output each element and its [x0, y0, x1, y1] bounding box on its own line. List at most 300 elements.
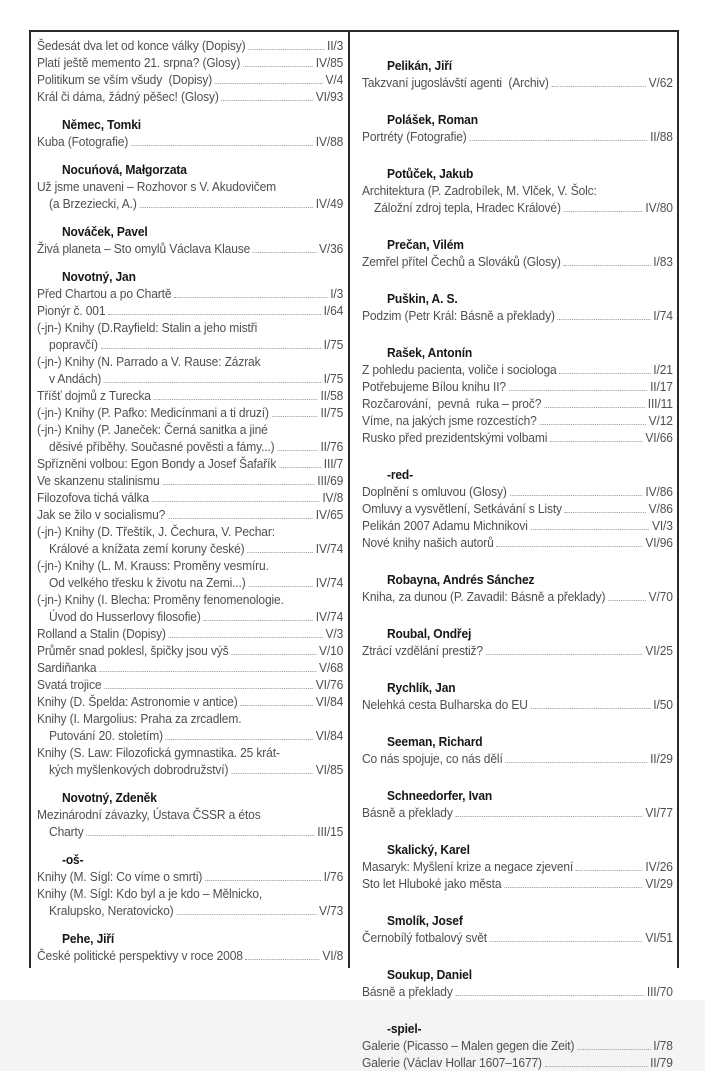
author-heading: Roubal, Ondřej [386, 626, 472, 641]
entry-line-with-ref [37, 489, 343, 506]
author-heading: Novotný, Zdeněk [61, 790, 157, 805]
issue-page-ref: II/75 [320, 405, 344, 420]
issue-page-ref: I/75 [323, 337, 344, 352]
entry-title: Živá planeta – Sto omylů Václava Klause [37, 241, 251, 256]
index-section [362, 111, 673, 145]
issue-page-ref: III/69 [317, 473, 344, 488]
entry-title: Omluvy a vysvětlení, Setkávání s Listy [362, 501, 562, 516]
dot-leader [608, 600, 646, 601]
index-entry [362, 395, 673, 412]
issue-page-ref: II/3 [327, 38, 344, 53]
entry-line-with-ref [362, 1054, 673, 1071]
author-heading: Pehe, Jiří [61, 931, 115, 946]
issue-page-ref: I/83 [653, 254, 673, 269]
entry-title: Nové knihy našich autorů [362, 535, 494, 550]
index-section [37, 930, 343, 964]
index-entry [37, 693, 343, 710]
entry-title: Platí ještě memento 21. srpna? (Glosy) [37, 55, 241, 70]
issue-page-ref: VI/51 [645, 930, 673, 945]
issue-page-ref: VI/93 [315, 89, 344, 104]
author-heading: Robayna, Andrés Sánchez [386, 572, 535, 587]
author-heading: Smolík, Josef [386, 913, 463, 928]
dot-leader [565, 512, 646, 513]
index-entry [362, 483, 673, 500]
author-heading: Nováček, Pavel [61, 224, 148, 239]
issue-page-ref: V/36 [318, 241, 344, 256]
entry-line-with-ref [37, 574, 343, 591]
entry-title: Básně a překlady [362, 805, 453, 820]
dot-leader [205, 880, 321, 881]
dot-leader [162, 484, 314, 485]
dot-leader [563, 265, 650, 266]
index-entry [37, 421, 343, 455]
entry-title: Víme, na jakých jsme rozcestích? [362, 413, 537, 428]
entry-line-with-ref [37, 727, 343, 744]
issue-page-ref: IV/86 [645, 484, 673, 499]
index-section [362, 57, 673, 91]
entry-title-line: (-jn-) Knihy (D.Rayfield: Stalin a jeho mistři [37, 320, 258, 335]
index-entry [37, 744, 343, 778]
issue-page-ref: I/74 [653, 308, 673, 323]
dot-leader [253, 252, 316, 253]
index-entry [37, 659, 343, 676]
issue-page-ref: IV/26 [645, 859, 673, 874]
index-entry [362, 500, 673, 517]
dot-leader [246, 959, 320, 960]
entry-line-with-ref [362, 929, 673, 946]
issue-page-ref: VI/66 [645, 430, 673, 445]
author-heading: -red- [386, 467, 414, 482]
author-heading: Potůček, Jakub [386, 166, 474, 181]
index-entry [37, 523, 343, 557]
dot-leader [152, 501, 320, 502]
dot-leader [279, 467, 321, 468]
entry-line-with-ref [362, 858, 673, 875]
issue-page-ref: IV/80 [645, 200, 673, 215]
entry-line-with-ref [37, 195, 343, 212]
entry-title: Galerie (Václav Hollar 1607–1677) [362, 1055, 542, 1070]
issue-page-ref: IV/74 [315, 541, 344, 556]
entry-line-with-ref [362, 517, 673, 534]
entry-title: Sto let Hluboké jako města [362, 876, 502, 891]
dot-leader [140, 207, 313, 208]
entry-line-with-ref [362, 412, 673, 429]
index-section [37, 116, 343, 150]
index-entry [362, 858, 673, 875]
issue-page-ref: IV/74 [315, 575, 344, 590]
column-divider-rule [348, 30, 350, 968]
author-heading: Novotný, Jan [61, 269, 136, 284]
index-section [362, 625, 673, 659]
issue-page-ref: V/86 [648, 501, 673, 516]
issue-page-ref: III/70 [646, 984, 673, 999]
entry-line-with-ref [37, 540, 343, 557]
index-entry [37, 387, 343, 404]
entry-line-with-ref [37, 285, 343, 302]
issue-page-ref: V/70 [648, 589, 673, 604]
issue-page-ref: I/3 [330, 286, 344, 301]
entry-title-line: Už jsme unaveni – Rozhovor s V. Akudovičem [37, 179, 277, 194]
left-column-rule [29, 30, 31, 968]
entry-line-with-ref [37, 240, 343, 257]
index-entry [362, 429, 673, 446]
entry-title: Tříšť dojmů z Turecka [37, 388, 151, 403]
dot-leader [469, 140, 647, 141]
entry-line-with-ref [37, 642, 343, 659]
author-heading: Rychlík, Jan [386, 680, 456, 695]
entry-line-with-ref [362, 199, 673, 216]
index-section [37, 37, 343, 105]
issue-page-ref: V/62 [648, 75, 673, 90]
entry-line-with-ref [37, 676, 343, 693]
index-section [362, 787, 673, 821]
entry-line-with-ref [37, 387, 343, 404]
entry-line-with-ref [362, 750, 673, 767]
entry-title: Knihy (M. Sígl: Co víme o smrti) [37, 869, 203, 884]
issue-page-ref: I/50 [653, 697, 673, 712]
entry-title: Rusko před prezidentskými volbami [362, 430, 548, 445]
index-entry [362, 412, 673, 429]
index-section [362, 344, 673, 446]
index-section [362, 290, 673, 324]
index-entry [362, 642, 673, 659]
index-entry [37, 353, 343, 387]
index-entry [362, 929, 673, 946]
entry-title: Průměr snad poklesl, špičky jsou výš [37, 643, 229, 658]
entry-line-with-ref [362, 361, 673, 378]
index-entry [37, 37, 343, 54]
entry-line-with-ref [37, 625, 343, 642]
index-entry [37, 88, 343, 105]
index-section [362, 571, 673, 605]
entry-title: Filozofova tichá válka [37, 490, 149, 505]
entry-title: Před Chartou a po Chartě [37, 286, 172, 301]
issue-page-ref: III/15 [317, 824, 344, 839]
index-entry [362, 750, 673, 767]
entry-line-with-ref [362, 253, 673, 270]
issue-page-ref: VI/77 [645, 805, 673, 820]
author-heading: Skalický, Karel [386, 842, 470, 857]
dot-leader [544, 407, 645, 408]
index-entry [37, 868, 343, 885]
entry-title: Šedesát dva let od konce války (Dopisy) [37, 38, 246, 53]
index-entry [37, 557, 343, 591]
dot-leader [215, 83, 323, 84]
dot-leader [558, 319, 651, 320]
entry-line-with-ref [37, 823, 343, 840]
entry-title: Spřízněni volbou: Egon Bondy a Josef Šafařík [37, 456, 277, 471]
entry-title-line: Architektura (P. Zadrobílek, M. Vlček, V. Šolc: [362, 183, 597, 198]
index-entry [37, 676, 343, 693]
right-column-rule [677, 30, 679, 968]
index-entry [37, 133, 343, 150]
entry-title: Doplnění s omluvou (Glosy) [362, 484, 507, 499]
index-entry [37, 885, 343, 919]
author-heading: Pelikán, Jiří [386, 58, 453, 73]
entry-title: Kniha, za dunou (P. Zavadil: Básně a překlady) [362, 589, 606, 604]
dot-leader [243, 66, 313, 67]
entry-title: Jak se žilo v socialismu? [37, 507, 166, 522]
index-entry [362, 588, 673, 605]
issue-page-ref: V/3 [325, 626, 344, 641]
issue-page-ref: VI/84 [315, 728, 344, 743]
author-heading: -oš- [61, 852, 84, 867]
issue-page-ref: I/21 [653, 362, 673, 377]
entry-title-line: (-jn-) Knihy (P. Janeček: Černá sanitka a jiné [37, 422, 268, 437]
index-entry [37, 240, 343, 257]
entry-line-with-ref [362, 696, 673, 713]
entry-line-with-ref [37, 336, 343, 353]
entry-line-with-ref [37, 506, 343, 523]
issue-page-ref: II/79 [650, 1055, 673, 1070]
entry-title: Co nás spojuje, co nás dělí [362, 751, 503, 766]
index-section [362, 1020, 673, 1071]
dot-leader [248, 49, 324, 50]
index-entry [362, 307, 673, 324]
index-entry [37, 54, 343, 71]
author-heading: Schneedorfer, Ivan [386, 788, 493, 803]
entry-line-with-ref [37, 868, 343, 885]
dot-leader [248, 586, 313, 587]
entry-line-with-ref [362, 534, 673, 551]
entry-title: děsivé příběhy. Současné pověsti a fámy...) [49, 439, 275, 454]
dot-leader [496, 546, 642, 547]
entry-title: Rolland a Stalin (Dopisy) [37, 626, 166, 641]
dot-leader [510, 495, 643, 496]
index-entry [37, 489, 343, 506]
index-section [362, 466, 673, 551]
dot-leader [277, 450, 317, 451]
entry-line-with-ref [37, 370, 343, 387]
entry-title: Nelehká cesta Bulharska do EU [362, 697, 528, 712]
entry-line-with-ref [37, 404, 343, 421]
entry-title: Potřebujeme Bílou knihu II? [362, 379, 506, 394]
issue-page-ref: VI/85 [315, 762, 344, 777]
entry-title: Ztrácí vzdělání prestiž? [362, 643, 483, 658]
entry-line-with-ref [362, 588, 673, 605]
entry-title: Pionýr č. 001 [37, 303, 106, 318]
index-entry [362, 983, 673, 1000]
index-entry [37, 625, 343, 642]
index-entry [37, 71, 343, 88]
dot-leader [240, 705, 313, 706]
dot-leader [104, 382, 321, 383]
issue-page-ref: V/10 [318, 643, 344, 658]
issue-page-ref: IV/65 [315, 507, 344, 522]
entry-line-with-ref [37, 947, 343, 964]
dot-leader [577, 1049, 650, 1050]
dot-leader [509, 390, 648, 391]
index-section [37, 851, 343, 919]
entry-line-with-ref [362, 483, 673, 500]
entry-title: Ve skanzenu stalinismu [37, 473, 160, 488]
author-heading: Seeman, Richard [386, 734, 483, 749]
entry-line-with-ref [37, 133, 343, 150]
entry-title-line: (-jn-) Knihy (N. Parrado a V. Rause: Zázrak [37, 354, 261, 369]
entry-title-line: (-jn-) Knihy (D. Třeštík, J. Čechura, V. Pechar: [37, 524, 275, 539]
entry-title: Básně a překlady [362, 984, 453, 999]
dot-leader [168, 518, 313, 519]
entry-line-with-ref [37, 608, 343, 625]
entry-title: Záložní zdroj tepla, Hradec Králové) [374, 200, 561, 215]
entry-line-with-ref [37, 472, 343, 489]
author-heading: Puškin, A. S. [386, 291, 458, 306]
entry-title: Král či dáma, žádný pěšec! (Glosy) [37, 89, 219, 104]
index-entry [362, 182, 673, 216]
issue-page-ref: V/12 [648, 413, 673, 428]
entry-line-with-ref [362, 983, 673, 1000]
entry-line-with-ref [362, 395, 673, 412]
entry-title: Portréty (Fotografie) [362, 129, 467, 144]
entry-title: Svatá trojice [37, 677, 102, 692]
index-entry [362, 534, 673, 551]
entry-line-with-ref [37, 761, 343, 778]
issue-page-ref: VI/25 [645, 643, 673, 658]
index-section [362, 679, 673, 713]
entry-title: Kralupsko, Neratovicko) [49, 903, 174, 918]
index-entry [362, 517, 673, 534]
entry-title: (a Brzeziecki, A.) [49, 196, 137, 211]
entry-title: Putování 20. stoletím) [49, 728, 163, 743]
entry-line-with-ref [37, 37, 343, 54]
issue-page-ref: IV/85 [315, 55, 344, 70]
entry-line-with-ref [362, 378, 673, 395]
index-entry [362, 1037, 673, 1054]
issue-page-ref: IV/8 [322, 490, 344, 505]
entry-title: Podzim (Petr Král: Básně a překlady) [362, 308, 555, 323]
entry-line-with-ref [37, 54, 343, 71]
index-entry [37, 506, 343, 523]
issue-page-ref: I/78 [653, 1038, 673, 1053]
dot-leader [505, 762, 647, 763]
entry-line-with-ref [37, 71, 343, 88]
issue-page-ref: III/7 [323, 456, 344, 471]
author-heading: Prečan, Vilém [386, 237, 464, 252]
issue-page-ref: VI/29 [645, 876, 673, 891]
entry-line-with-ref [37, 455, 343, 472]
issue-page-ref: VI/8 [322, 948, 344, 963]
dot-leader [166, 739, 313, 740]
entry-title-line: (-jn-) Knihy (I. Blecha: Proměny fenomenologie. [37, 592, 284, 607]
issue-page-ref: II/29 [650, 751, 673, 766]
index-entry [37, 642, 343, 659]
issue-page-ref: I/75 [323, 371, 344, 386]
index-section [362, 966, 673, 1000]
entry-line-with-ref [37, 693, 343, 710]
index-entry [362, 804, 673, 821]
index-entry [37, 178, 343, 212]
index-entry [362, 1054, 673, 1071]
issue-page-ref: II/88 [650, 129, 673, 144]
dot-leader [231, 773, 313, 774]
entry-title: Rozčarování, pevná ruka – proč? [362, 396, 542, 411]
index-entry [37, 404, 343, 421]
entry-title-line: Knihy (S. Law: Filozofická gymnastika. 25 krát- [37, 745, 280, 760]
author-heading: Soukup, Daniel [386, 967, 472, 982]
issue-page-ref: II/76 [320, 439, 344, 454]
dot-leader [550, 441, 643, 442]
index-entry [37, 455, 343, 472]
index-entry [362, 378, 673, 395]
index-entry [362, 128, 673, 145]
entry-title: Charty [49, 824, 84, 839]
issue-page-ref: IV/49 [315, 196, 344, 211]
entry-title-line: (-jn-) Knihy (L. M. Krauss: Proměny vesmíru. [37, 558, 269, 573]
entry-line-with-ref [362, 642, 673, 659]
dot-leader [531, 708, 651, 709]
index-entry [37, 472, 343, 489]
dot-leader [222, 100, 313, 101]
entry-title-line: Knihy (I. Margolius: Praha za zrcadlem. [37, 711, 242, 726]
dot-leader [455, 816, 642, 817]
issue-page-ref: V/4 [325, 72, 344, 87]
entry-line-with-ref [37, 438, 343, 455]
issue-page-ref: VI/76 [315, 677, 344, 692]
dot-leader [154, 399, 318, 400]
entry-title: Úvod do Husserlovy filosofie) [49, 609, 201, 624]
entry-line-with-ref [362, 307, 673, 324]
index-entry [362, 253, 673, 270]
issue-page-ref: I/76 [323, 869, 344, 884]
entry-line-with-ref [362, 128, 673, 145]
entry-line-with-ref [362, 804, 673, 821]
entry-line-with-ref [362, 500, 673, 517]
index-section [362, 912, 673, 946]
dot-leader [247, 552, 313, 553]
entry-line-with-ref [37, 659, 343, 676]
dot-leader [551, 86, 645, 87]
issue-page-ref: II/58 [320, 388, 344, 403]
index-entry [37, 947, 343, 964]
entry-title: Politikum se vším všudy (Dopisy) [37, 72, 213, 87]
dot-leader [104, 688, 313, 689]
entry-title: Pelikán 2007 Adamu Michnikovi [362, 518, 528, 533]
dot-leader [174, 297, 327, 298]
entry-title: Černobílý fotbalový svět [362, 930, 488, 945]
entry-title: kých myšlenkových dobrodružství) [49, 762, 229, 777]
entry-line-with-ref [37, 902, 343, 919]
dot-leader [99, 671, 316, 672]
issue-page-ref: III/11 [647, 396, 673, 411]
dot-leader [272, 416, 318, 417]
dot-leader [108, 314, 321, 315]
index-entry [37, 591, 343, 625]
author-heading: Rašek, Antonín [386, 345, 473, 360]
index-section [37, 223, 343, 257]
dot-leader [545, 1066, 648, 1067]
entry-title: (-jn-) Knihy (P. Pafko: Medicínmani a ti druzí) [37, 405, 269, 420]
issue-page-ref: II/17 [650, 379, 673, 394]
entry-title-line: Knihy (M. Sígl: Kdo byl a je kdo – Mělnicko, [37, 886, 263, 901]
top-rule [29, 30, 679, 32]
entry-title: popravčí) [49, 337, 98, 352]
dot-leader [504, 887, 642, 888]
issue-page-ref: V/73 [318, 903, 344, 918]
index-entry [362, 875, 673, 892]
entry-line-with-ref [362, 875, 673, 892]
issue-page-ref: IV/74 [315, 609, 344, 624]
entry-title: Od velkého třesku k životu na Zemi...) [49, 575, 246, 590]
index-entry [362, 74, 673, 91]
entry-line-with-ref [362, 429, 673, 446]
entry-title: v Andách) [49, 371, 102, 386]
index-entry [37, 806, 343, 840]
index-column-left [37, 37, 343, 964]
entry-title: Sardiňanka [37, 660, 97, 675]
entry-title: Kuba (Fotografie) [37, 134, 129, 149]
dot-leader [169, 637, 323, 638]
author-heading: Polášek, Roman [386, 112, 478, 127]
